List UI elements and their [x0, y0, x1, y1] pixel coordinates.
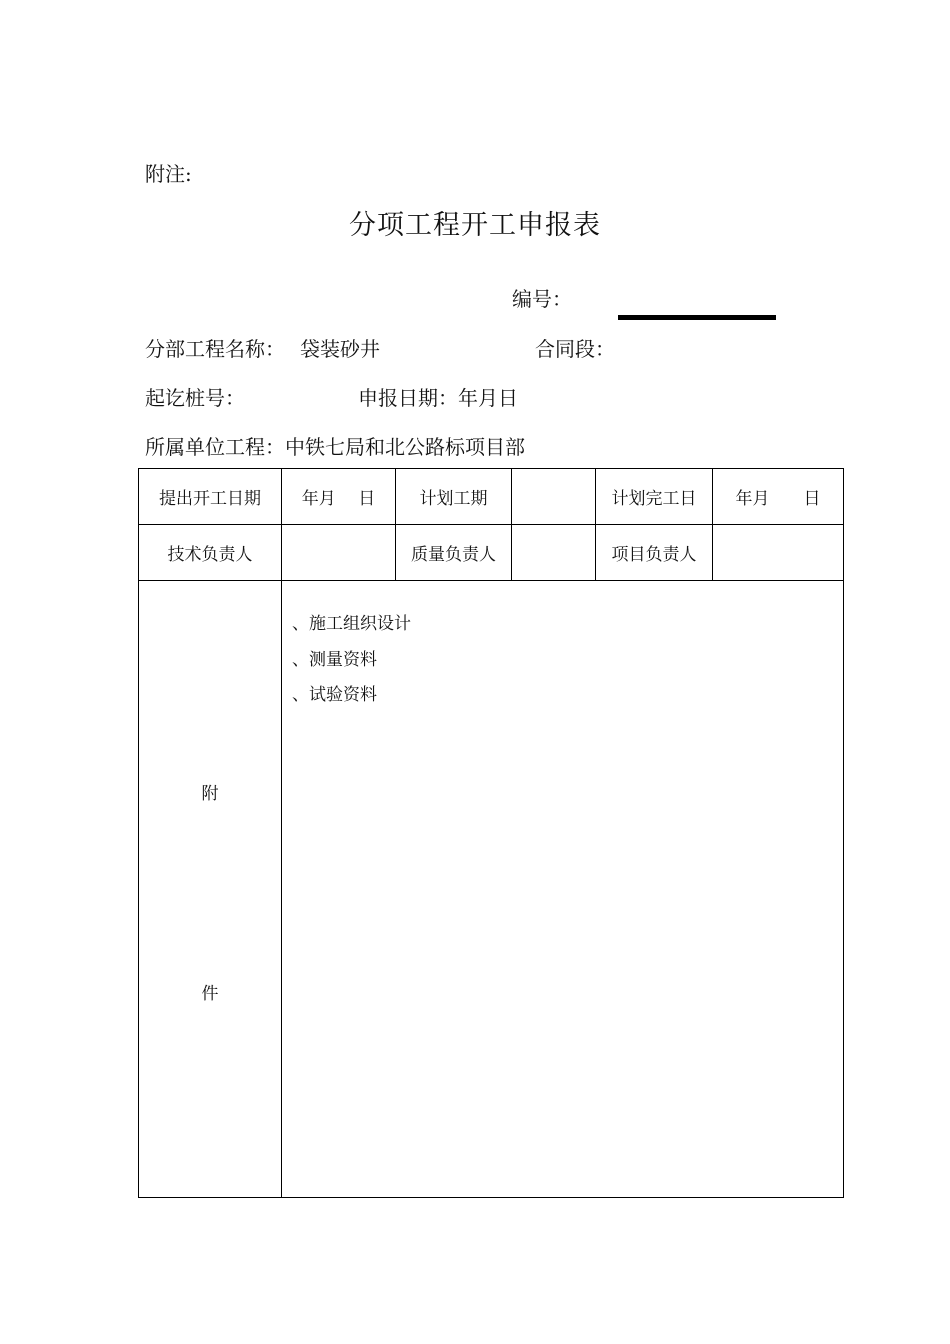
quality-lead-value [512, 525, 596, 581]
attachments-label-char-1: 附 [201, 784, 219, 804]
project-lead-label: 项目负责人 [596, 525, 713, 581]
technical-lead-value [282, 525, 396, 581]
planned-completion-label: 计划完工日 [596, 469, 713, 525]
chainage-label: 起讫桩号： [145, 386, 245, 410]
attachment-item: 、施工组织设计 [292, 614, 411, 634]
table-row [139, 581, 844, 1198]
note-label: 附注: [145, 162, 192, 186]
subproject-value: 袋装砂井 [300, 337, 380, 361]
table-row [139, 525, 844, 581]
serial-number-label: 编号： [512, 287, 572, 311]
table-row [139, 469, 844, 525]
planned-completion-value: 年月 日 [713, 469, 844, 525]
page-title: 分项工程开工申报表 [349, 210, 601, 241]
attachments-label-cell [139, 581, 282, 1198]
attachments-label-char-2: 件 [201, 984, 219, 1004]
project-lead-value [713, 525, 844, 581]
subproject-label: 分部工程名称： [145, 337, 285, 361]
attachment-item: 、测量资料 [292, 650, 377, 670]
report-date: 申报日期：年月日 [358, 386, 518, 410]
start-date-label: 提出开工日期 [139, 469, 282, 525]
serial-number-underline [618, 315, 776, 320]
contract-section-label: 合同段： [535, 337, 615, 361]
attachments-list-cell [282, 581, 844, 1198]
quality-lead-label: 质量负责人 [396, 525, 512, 581]
application-table [138, 468, 844, 1198]
start-date-value: 年月 日 [282, 469, 396, 525]
attachment-item: 、试验资料 [292, 685, 377, 705]
unit-project: 所属单位工程：中铁七局和北公路标项目部 [145, 435, 525, 459]
planned-duration-label: 计划工期 [396, 469, 512, 525]
technical-lead-label: 技术负责人 [139, 525, 282, 581]
planned-duration-value [512, 469, 596, 525]
